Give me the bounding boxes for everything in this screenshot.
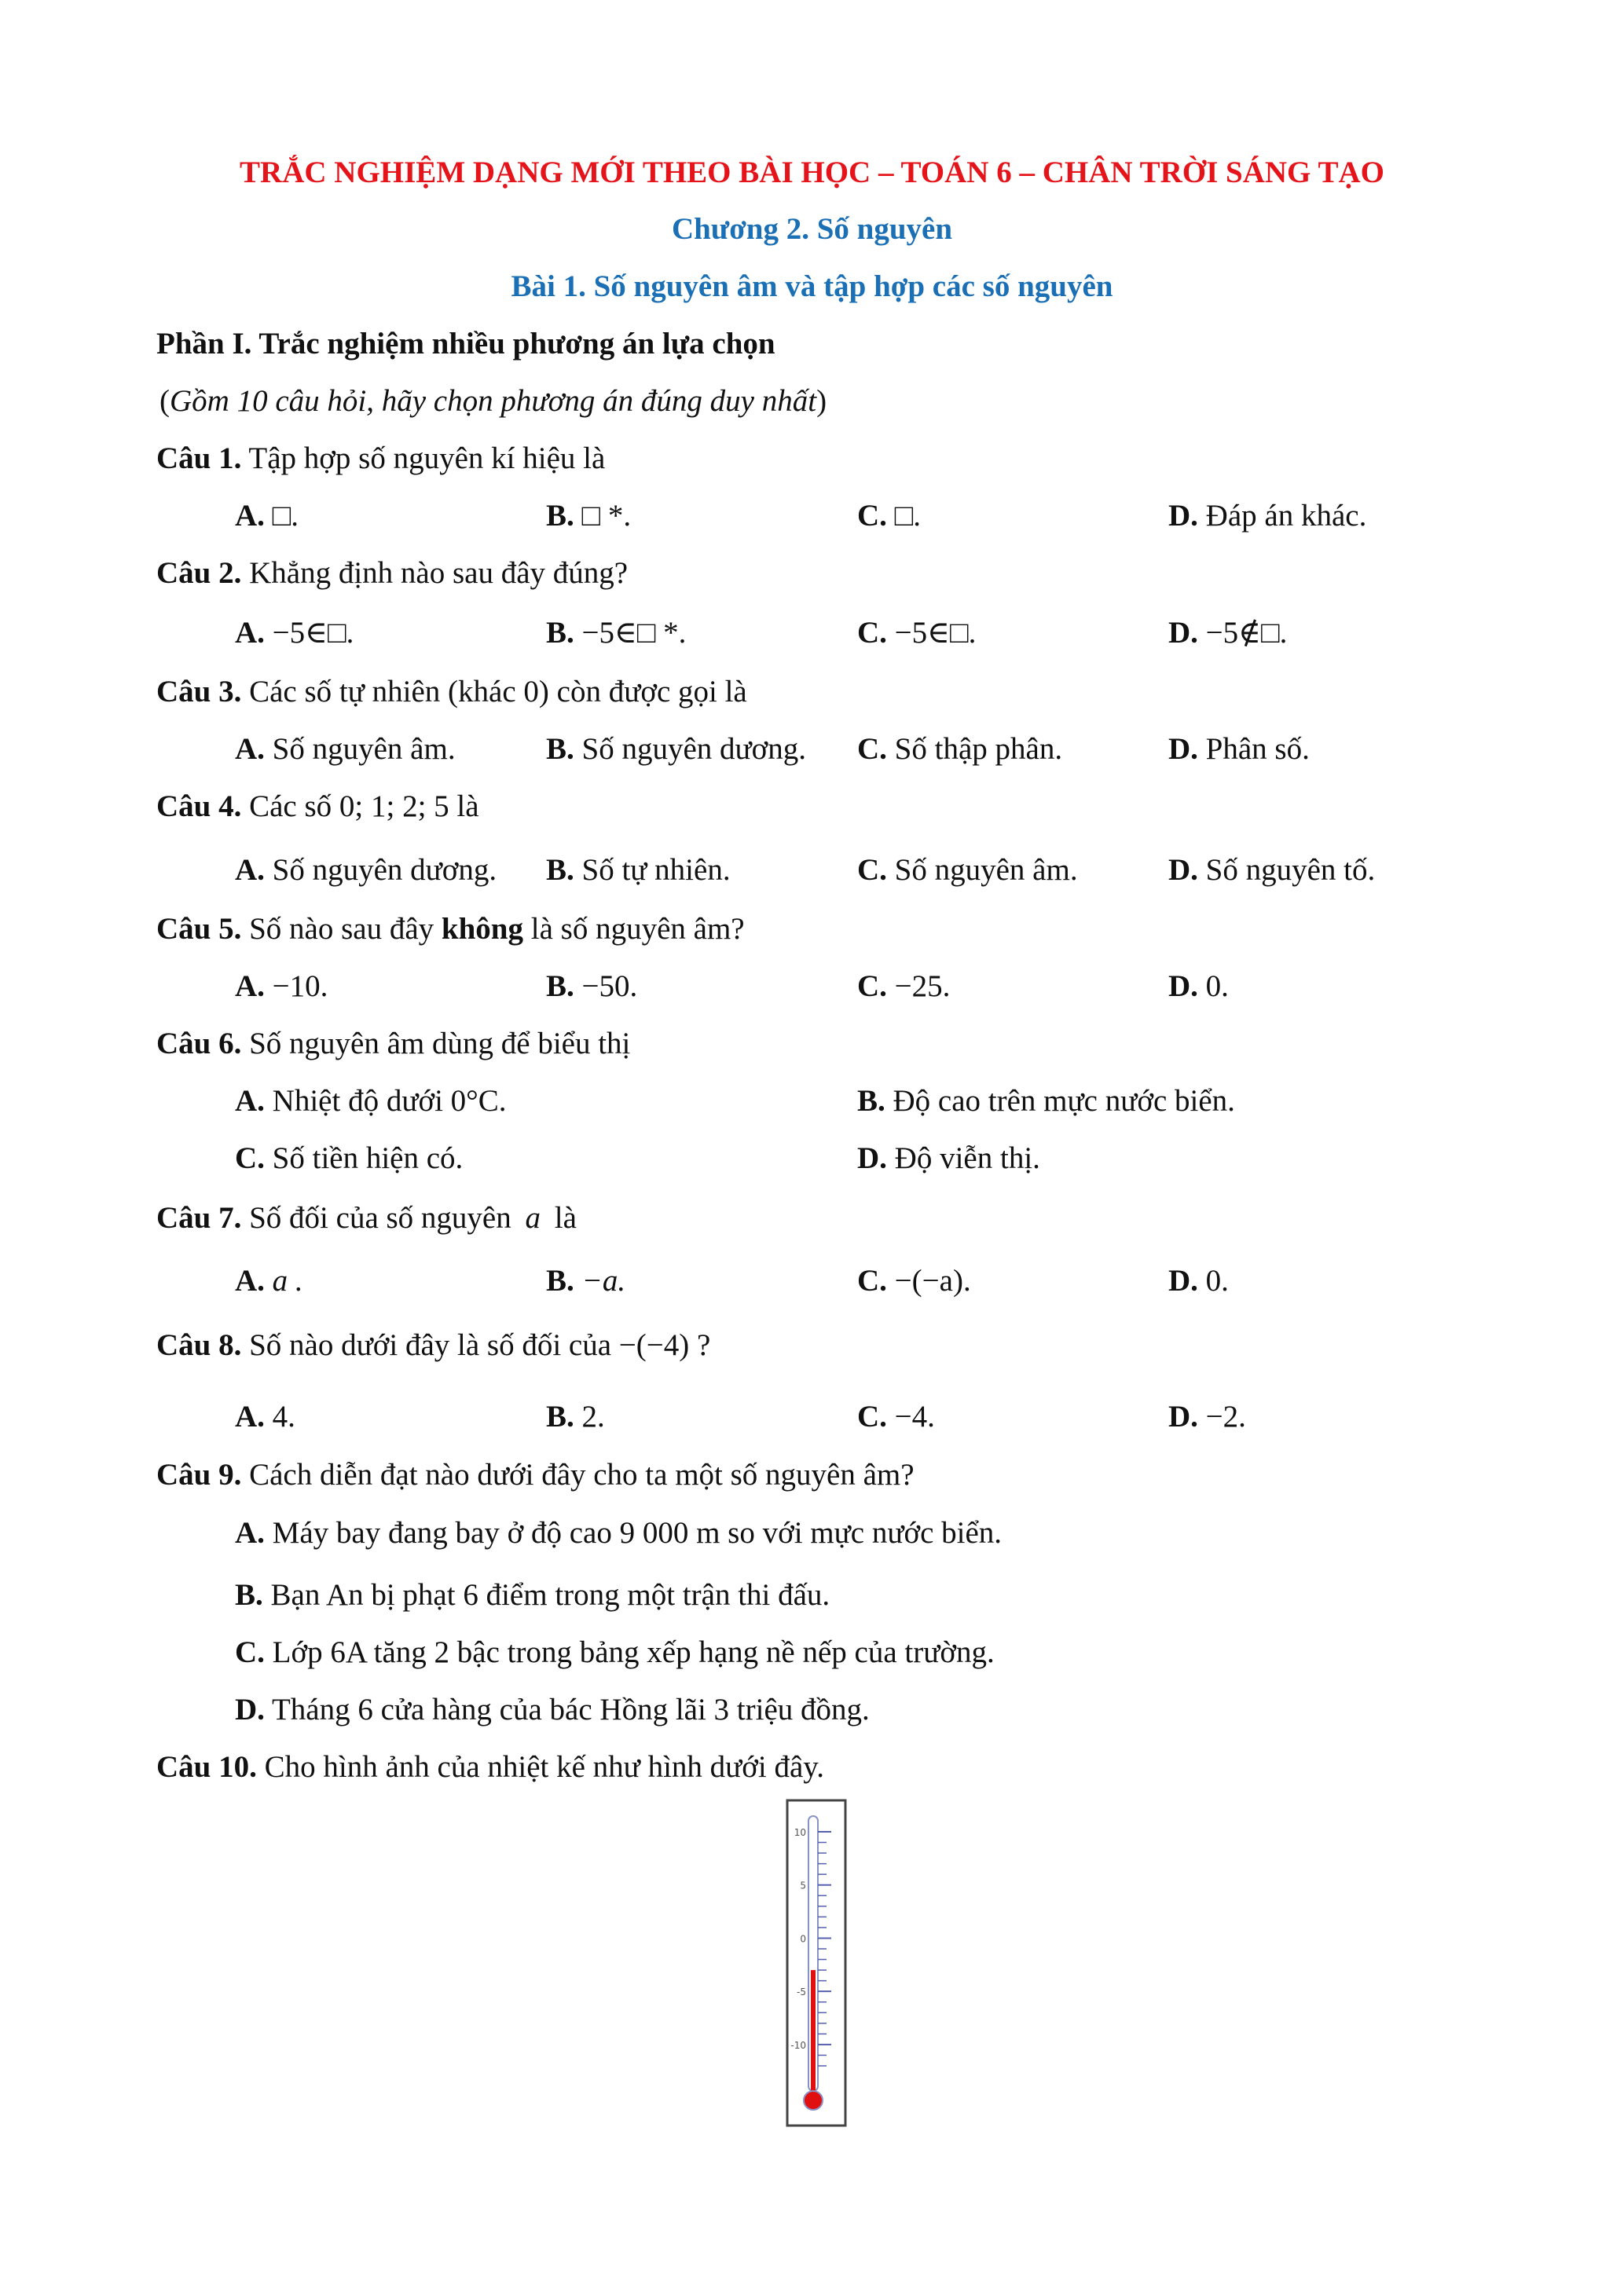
thermometer-mercury <box>811 1970 816 2096</box>
q8-option-c[interactable]: C. −4. <box>857 1400 935 1434</box>
part-title: Phần I. Trắc nghiệm nhiều phương án lựa chọn <box>156 327 775 361</box>
q4-option-c[interactable]: C. Số nguyên âm. <box>857 853 1078 887</box>
question-2: Câu 2. Khẳng định nào sau đây đúng? <box>156 556 629 590</box>
q1-option-a[interactable]: A. □. <box>235 499 299 533</box>
q3-option-b[interactable]: B. Số nguyên dương. <box>546 732 807 766</box>
question-7: Câu 7. Số đối của số nguyên a là <box>156 1201 577 1235</box>
scale-label: 10 <box>794 1827 806 1838</box>
question-4: Câu 4. Các số 0; 1; 2; 5 là <box>156 789 479 823</box>
q8-option-d[interactable]: D. −2. <box>1168 1400 1246 1434</box>
thermometer-bulb <box>804 2091 823 2110</box>
q5-option-a[interactable]: A. −10. <box>235 969 328 1003</box>
scale-label: -5 <box>797 1987 806 1998</box>
q8-option-a[interactable]: A. 4. <box>235 1400 295 1434</box>
q9-option-d[interactable]: D. Tháng 6 cửa hàng của bác Hồng lãi 3 triệu đồng. <box>235 1693 870 1727</box>
question-1: Câu 1. Tập hợp số nguyên kí hiệu là <box>156 441 606 475</box>
question-6: Câu 6. Số nguyên âm dùng để biểu thị <box>156 1027 631 1060</box>
q1-option-b[interactable]: B. □ *. <box>546 499 632 533</box>
q2-option-b[interactable]: B. −5∈□ *. <box>546 616 687 650</box>
q5-option-b[interactable]: B. −50. <box>546 969 638 1003</box>
q3-option-a[interactable]: A. Số nguyên âm. <box>235 732 456 766</box>
question-10: Câu 10. Cho hình ảnh của nhiệt kế như hình dưới đây. <box>156 1750 825 1784</box>
q4-option-a[interactable]: A. Số nguyên dương. <box>235 853 497 887</box>
question-5: Câu 5. Số nào sau đây không là số nguyên âm? <box>156 912 745 946</box>
q4-option-d[interactable]: D. Số nguyên tố. <box>1168 853 1376 887</box>
question-8: Câu 8. Số nào dưới đây là số đối của −(−4) ? <box>156 1328 711 1362</box>
part-note: (Gồm 10 câu hỏi, hãy chọn phương án đúng duy nhất) <box>159 384 827 418</box>
q1-option-c[interactable]: C. □. <box>857 499 921 533</box>
q1-option-d[interactable]: D. Đáp án khác. <box>1168 499 1367 533</box>
q6-option-d[interactable]: D. Độ viễn thị. <box>857 1141 1040 1175</box>
q5-option-d[interactable]: D. 0. <box>1168 969 1229 1003</box>
q6-option-b[interactable]: B. Độ cao trên mực nước biển. <box>857 1084 1235 1118</box>
q7-option-c[interactable]: C. −(−a). <box>857 1264 971 1298</box>
scale-label: -10 <box>790 2039 806 2051</box>
q7-option-d[interactable]: D. 0. <box>1168 1264 1229 1298</box>
q2-option-c[interactable]: C. −5∈□. <box>857 616 977 650</box>
chapter-title: Chương 2. Số nguyên <box>671 212 953 246</box>
scale-label: 0 <box>800 1933 806 1945</box>
scale-label: 5 <box>800 1880 806 1891</box>
thermometer-figure <box>786 1799 849 2129</box>
q8-option-b[interactable]: B. 2. <box>546 1400 605 1434</box>
q6-option-c[interactable]: C. Số tiền hiện có. <box>235 1141 464 1175</box>
q4-option-b[interactable]: B. Số tự nhiên. <box>546 853 731 887</box>
q2-option-d[interactable]: D. −5∉□. <box>1168 616 1288 650</box>
document-title: TRẮC NGHIỆM DẠNG MỚI THEO BÀI HỌC – TOÁN 6 – CHÂN TRỜI SÁNG TẠO <box>240 156 1384 189</box>
q2-option-a[interactable]: A. −5∈□. <box>235 616 354 650</box>
question-3: Câu 3. Các số tự nhiên (khác 0) còn được gọi là <box>156 675 747 709</box>
q9-option-a[interactable]: A. Máy bay đang bay ở độ cao 9 000 m so với mực nước biển. <box>235 1516 1003 1550</box>
q9-option-c[interactable]: C. Lớp 6A tăng 2 bậc trong bảng xếp hạng nề nếp của trường. <box>235 1635 995 1669</box>
q7-option-b[interactable]: B. −a. <box>546 1264 626 1298</box>
q5-option-c[interactable]: C. −25. <box>857 969 951 1003</box>
q3-option-c[interactable]: C. Số thập phân. <box>857 732 1063 766</box>
lesson-title: Bài 1. Số nguyên âm và tập hợp các số nguyên <box>511 269 1113 303</box>
q7-option-a[interactable]: A. a . <box>235 1264 303 1298</box>
q3-option-d[interactable]: D. Phân số. <box>1168 732 1310 766</box>
q6-option-a[interactable]: A. Nhiệt độ dưới 0°C. <box>235 1084 507 1118</box>
question-9: Câu 9. Cách diễn đạt nào dưới đây cho ta một số nguyên âm? <box>156 1458 915 1492</box>
q9-option-b[interactable]: B. Bạn An bị phạt 6 điểm trong một trận thi đấu. <box>235 1578 830 1612</box>
